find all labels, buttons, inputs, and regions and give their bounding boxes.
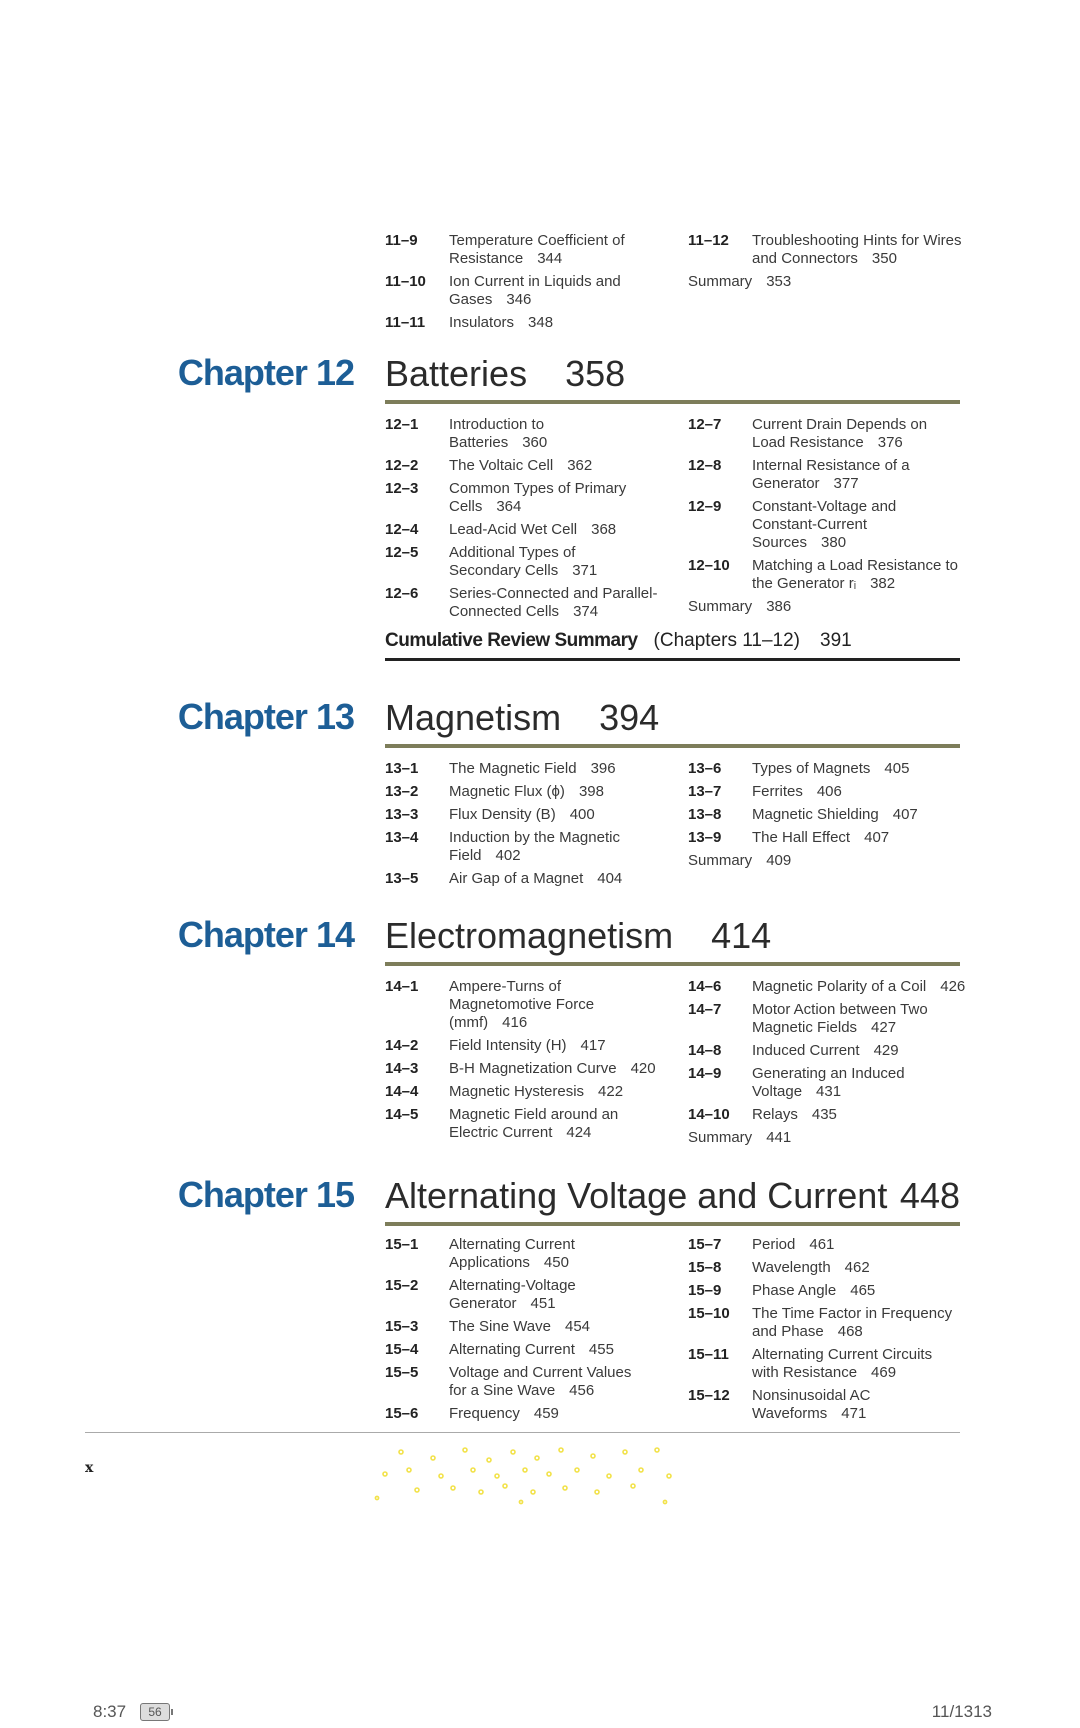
page-number: 454 — [565, 1318, 591, 1335]
toc-entry[interactable] — [385, 232, 675, 268]
toc-entry[interactable] — [385, 1060, 675, 1078]
section-title: Temperature Coefficient of Resistance — [449, 232, 625, 267]
chapter-title[interactable] — [385, 1174, 960, 1226]
section-number: 13–4 — [385, 829, 419, 846]
summary-label: Summary — [688, 273, 753, 290]
decorative-dots — [365, 1440, 685, 1510]
section-number: 14–7 — [688, 1001, 722, 1018]
toc-entry[interactable] — [385, 585, 675, 621]
toc-entry[interactable] — [385, 1364, 675, 1400]
page-number: 344 — [537, 250, 563, 267]
section-title: Magnetic Hysteresis — [449, 1083, 585, 1100]
section-title: Relays — [752, 1106, 798, 1123]
chapter-page: 358 — [565, 353, 626, 394]
section-number: 11–12 — [688, 232, 729, 249]
section-title: Voltage and Current Values for a Sine Wave — [449, 1364, 632, 1399]
chapter-title-text: Electromagnetism — [385, 915, 674, 956]
toc-entry[interactable] — [385, 1083, 675, 1101]
page-number: 462 — [844, 1259, 870, 1276]
toc-entry[interactable] — [385, 457, 675, 475]
page-number: 350 — [871, 250, 897, 267]
section-title: Air Gap of a Magnet — [449, 870, 584, 887]
page-number: 420 — [630, 1060, 656, 1077]
page-number: 386 — [766, 598, 792, 615]
section-title: Magnetic Polarity of a Coil — [752, 978, 927, 995]
section-number: 15–1 — [385, 1236, 419, 1253]
review-title: Cumulative Review Summary — [385, 630, 638, 651]
section-title: Current Drain Depends on Load Resistance — [752, 416, 928, 451]
chapter-label: Chapter 14 — [177, 914, 354, 955]
section-number: 13–7 — [688, 783, 722, 800]
section-number: 15–4 — [385, 1341, 419, 1358]
page-number: 348 — [528, 314, 554, 331]
section-number: 15–7 — [688, 1236, 722, 1253]
chapter-title[interactable] — [385, 696, 960, 748]
toc-entry[interactable] — [385, 544, 675, 580]
section-title: Series-Connected and Parallel-Connected Cells — [449, 585, 658, 620]
chapter-label: Chapter 12 — [177, 352, 354, 393]
cumulative-review[interactable] — [385, 630, 960, 661]
toc-entry[interactable] — [385, 1318, 675, 1336]
toc-entry[interactable] — [385, 1277, 675, 1313]
toc-entry[interactable] — [385, 273, 675, 309]
page-number: 435 — [811, 1106, 837, 1123]
section-title: The Hall Effect — [752, 829, 851, 846]
summary-label: Summary — [688, 1129, 753, 1146]
page-number: 417 — [580, 1037, 606, 1054]
page-number: 377 — [833, 475, 859, 492]
summary-entry[interactable] — [688, 273, 978, 291]
toc-entry[interactable] — [385, 978, 675, 1032]
section-number: 12–9 — [688, 498, 722, 515]
page-number: 391 — [820, 630, 852, 651]
toc-entry[interactable] — [385, 1405, 675, 1423]
page-number: 407 — [864, 829, 890, 846]
toc-entry[interactable] — [688, 457, 978, 493]
section-number: 11–10 — [385, 273, 426, 290]
section-number: 12–1 — [385, 416, 419, 433]
chapter-page: 448 — [899, 1175, 960, 1216]
page-number: 441 — [766, 1129, 792, 1146]
page-number: 360 — [522, 434, 548, 451]
section-number: 15–9 — [688, 1282, 722, 1299]
section-title: Phase Angle — [752, 1282, 837, 1299]
section-title: Matching a Load Resistance to the Generator rᵢ — [752, 557, 958, 592]
section-title: Frequency — [449, 1405, 520, 1422]
ch12-left-column — [385, 416, 675, 626]
review-range: (Chapters 11–12) — [653, 630, 800, 651]
page-number: 465 — [850, 1282, 876, 1299]
section-number: 15–3 — [385, 1318, 419, 1335]
toc-entry[interactable] — [688, 498, 978, 552]
toc-entry[interactable] — [688, 1001, 978, 1037]
page-number: 424 — [566, 1124, 592, 1141]
page-number: 396 — [590, 760, 616, 777]
toc-entry[interactable] — [688, 557, 978, 593]
section-title: Alternating Current — [449, 1341, 575, 1358]
page-number: 427 — [871, 1019, 897, 1036]
toc-entry[interactable] — [385, 521, 675, 539]
section-title: Field Intensity (H) — [449, 1037, 567, 1054]
section-title: Additional Types of Secondary Cells — [449, 544, 576, 579]
summary-label: Summary — [688, 598, 753, 615]
section-title: Troubleshooting Hints for Wires and Connectors — [752, 232, 962, 267]
section-number: 14–4 — [385, 1083, 419, 1100]
toc-entry[interactable] — [688, 783, 978, 801]
page-number: 346 — [506, 291, 532, 308]
toc-entry[interactable] — [688, 1305, 978, 1341]
section-number: 13–5 — [385, 870, 419, 887]
toc-entry[interactable] — [688, 416, 978, 452]
section-number: 15–6 — [385, 1405, 419, 1422]
page-number: 429 — [873, 1042, 899, 1059]
ch12-right-column — [688, 416, 978, 616]
ch13-left-column — [385, 760, 675, 893]
ch14-right-column — [688, 978, 978, 1147]
toc-entry[interactable] — [385, 829, 675, 865]
section-title: The Sine Wave — [449, 1318, 551, 1335]
page-number: 362 — [567, 457, 593, 474]
section-title: Wavelength — [752, 1259, 831, 1276]
page-number: 380 — [821, 534, 847, 551]
ch13-right-column — [688, 760, 978, 870]
page-number: 405 — [884, 760, 910, 777]
page-number: 376 — [877, 434, 903, 451]
toc-entry[interactable] — [688, 806, 978, 824]
page-number: 459 — [533, 1405, 559, 1422]
chapter-title[interactable] — [385, 352, 960, 404]
section-number: 12–4 — [385, 521, 419, 538]
page-number: 461 — [809, 1236, 835, 1253]
page-number: 364 — [496, 498, 522, 515]
section-title: Period — [752, 1236, 796, 1253]
summary-entry[interactable] — [688, 1129, 978, 1147]
page-number: 409 — [766, 852, 792, 869]
toc-entry[interactable] — [688, 829, 978, 847]
page-number: 416 — [502, 1014, 528, 1031]
toc-entry[interactable] — [688, 1282, 978, 1300]
section-title: Magnetic Shielding — [752, 806, 879, 823]
section-number: 13–6 — [688, 760, 722, 777]
page-number: 368 — [591, 521, 617, 538]
page-number-roman: x — [85, 1460, 94, 1476]
ch11-right-column — [688, 232, 978, 291]
toc-entry[interactable] — [385, 1236, 675, 1272]
page-number: 407 — [892, 806, 918, 823]
section-title: Flux Density (B) — [449, 806, 556, 823]
toc-entry[interactable] — [385, 1341, 675, 1359]
toc-entry[interactable] — [385, 480, 675, 516]
chapter-title-text: Magnetism — [385, 697, 562, 738]
section-number: 15–2 — [385, 1277, 419, 1294]
page-number: 400 — [569, 806, 595, 823]
section-number: 13–3 — [385, 806, 419, 823]
toc-entry[interactable] — [385, 783, 675, 801]
chapter-page: 414 — [711, 915, 772, 956]
section-title: B-H Magnetization Curve — [449, 1060, 617, 1077]
section-number: 11–11 — [385, 314, 426, 331]
page-number: 374 — [573, 603, 599, 620]
section-number: 11–9 — [385, 232, 418, 249]
chapter-page: 394 — [599, 697, 660, 738]
ch11-left-column — [385, 232, 675, 337]
toc-entry[interactable] — [688, 1065, 978, 1101]
toc-entry[interactable] — [688, 1106, 978, 1124]
section-title: Insulators — [449, 314, 515, 331]
section-number: 12–10 — [688, 557, 730, 574]
toc-entry[interactable] — [688, 1346, 978, 1382]
section-number: 14–6 — [688, 978, 722, 995]
page-number: 353 — [766, 273, 792, 290]
ch14-left-column — [385, 978, 675, 1147]
section-title: Motor Action between Two Magnetic Fields — [752, 1001, 928, 1036]
page-number: 371 — [572, 562, 598, 579]
section-number: 12–7 — [688, 416, 722, 433]
section-number: 15–12 — [688, 1387, 730, 1404]
toc-entry[interactable] — [385, 870, 675, 888]
section-title: Induction by the Magnetic Field — [449, 829, 620, 864]
section-title: Alternating Current Circuits with Resistance — [752, 1346, 933, 1381]
page-number: 402 — [495, 847, 521, 864]
section-number: 13–2 — [385, 783, 419, 800]
section-title: Constant-Voltage and Constant-Current Sources — [752, 498, 897, 551]
page-number: 455 — [588, 1341, 614, 1358]
page-number: 398 — [578, 783, 604, 800]
toc-entry[interactable] — [385, 760, 675, 778]
page-number: 382 — [870, 575, 896, 592]
status-time: 8:37 — [93, 1702, 127, 1721]
section-title: Alternating Current Applications — [449, 1236, 575, 1271]
section-number: 14–5 — [385, 1106, 419, 1123]
section-title: Ampere-Turns of Magnetomotive Force (mmf) — [449, 978, 595, 1031]
section-title: Ferrites — [752, 783, 803, 800]
section-title: Alternating-Voltage Generator — [449, 1277, 576, 1312]
section-title: Nonsinusoidal AC Waveforms — [752, 1387, 871, 1422]
section-title: Internal Resistance of a Generator — [752, 457, 910, 492]
ch15-right-column — [688, 1236, 978, 1428]
section-number: 13–1 — [385, 760, 419, 777]
section-number: 12–3 — [385, 480, 419, 497]
section-number: 12–8 — [688, 457, 722, 474]
section-number: 14–8 — [688, 1042, 722, 1059]
page-number: 450 — [543, 1254, 569, 1271]
section-title: Generating an Induced Voltage — [752, 1065, 905, 1100]
section-number: 15–11 — [688, 1346, 729, 1363]
summary-entry[interactable] — [688, 598, 978, 616]
page-number: 431 — [816, 1083, 842, 1100]
page-count: 11/1313 — [931, 1702, 992, 1721]
section-number: 12–2 — [385, 457, 419, 474]
section-title: Types of Magnets — [752, 760, 871, 777]
footer-rule — [85, 1432, 960, 1433]
section-title: Lead-Acid Wet Cell — [449, 521, 578, 538]
toc-entry[interactable] — [688, 1236, 978, 1254]
section-title: Common Types of Primary Cells — [449, 480, 627, 515]
section-title: Magnetic Flux (ϕ) — [449, 783, 565, 800]
summary-label: Summary — [688, 852, 753, 869]
chapter-title-text: Alternating Voltage and Current — [385, 1175, 888, 1216]
chapter-label: Chapter 15 — [177, 1174, 354, 1215]
section-title: Magnetic Field around an Electric Current — [449, 1106, 619, 1141]
section-number: 13–8 — [688, 806, 722, 823]
section-number: 12–5 — [385, 544, 419, 561]
section-number: 13–9 — [688, 829, 722, 846]
chapter-label: Chapter 13 — [177, 696, 354, 737]
page-number: 456 — [569, 1382, 595, 1399]
section-number: 14–9 — [688, 1065, 722, 1082]
page-number: 469 — [871, 1364, 897, 1381]
section-title: The Magnetic Field — [449, 760, 577, 777]
ch15-left-column — [385, 1236, 675, 1428]
page-number: 471 — [841, 1405, 867, 1422]
toc-entry[interactable] — [688, 760, 978, 778]
section-title: Ion Current in Liquids and Gases — [449, 273, 621, 308]
section-number: 14–2 — [385, 1037, 419, 1054]
page-number: 426 — [940, 978, 966, 995]
toc-entry[interactable] — [385, 1106, 675, 1142]
page-number: 451 — [530, 1295, 556, 1312]
page-number: 468 — [837, 1323, 863, 1340]
section-number: 14–10 — [688, 1106, 730, 1123]
summary-entry[interactable] — [688, 852, 978, 870]
battery-icon: 56 — [140, 1703, 170, 1721]
toc-entry[interactable] — [688, 1259, 978, 1277]
toc-entry[interactable] — [688, 232, 978, 268]
section-title: The Voltaic Cell — [449, 457, 554, 474]
section-number: 15–8 — [688, 1259, 722, 1276]
page-number: 422 — [598, 1083, 624, 1100]
section-number: 14–3 — [385, 1060, 419, 1077]
toc-entry[interactable] — [688, 978, 978, 996]
toc-entry[interactable] — [688, 1387, 978, 1423]
section-number: 15–5 — [385, 1364, 419, 1381]
toc-entry[interactable] — [385, 314, 675, 332]
toc-entry[interactable] — [385, 1037, 675, 1055]
toc-entry[interactable] — [688, 1042, 978, 1060]
section-title: Introduction to Batteries — [449, 416, 545, 451]
section-title: Induced Current — [752, 1042, 860, 1059]
toc-entry[interactable] — [385, 806, 675, 824]
page-number: 406 — [816, 783, 842, 800]
section-number: 14–1 — [385, 978, 419, 995]
toc-entry[interactable] — [385, 416, 675, 452]
chapter-title-text: Batteries — [385, 353, 528, 394]
section-number: 15–10 — [688, 1305, 730, 1322]
section-number: 12–6 — [385, 585, 419, 602]
page-number: 404 — [597, 870, 623, 887]
chapter-title[interactable] — [385, 914, 960, 966]
section-title: The Time Factor in Frequency and Phase — [752, 1305, 953, 1340]
